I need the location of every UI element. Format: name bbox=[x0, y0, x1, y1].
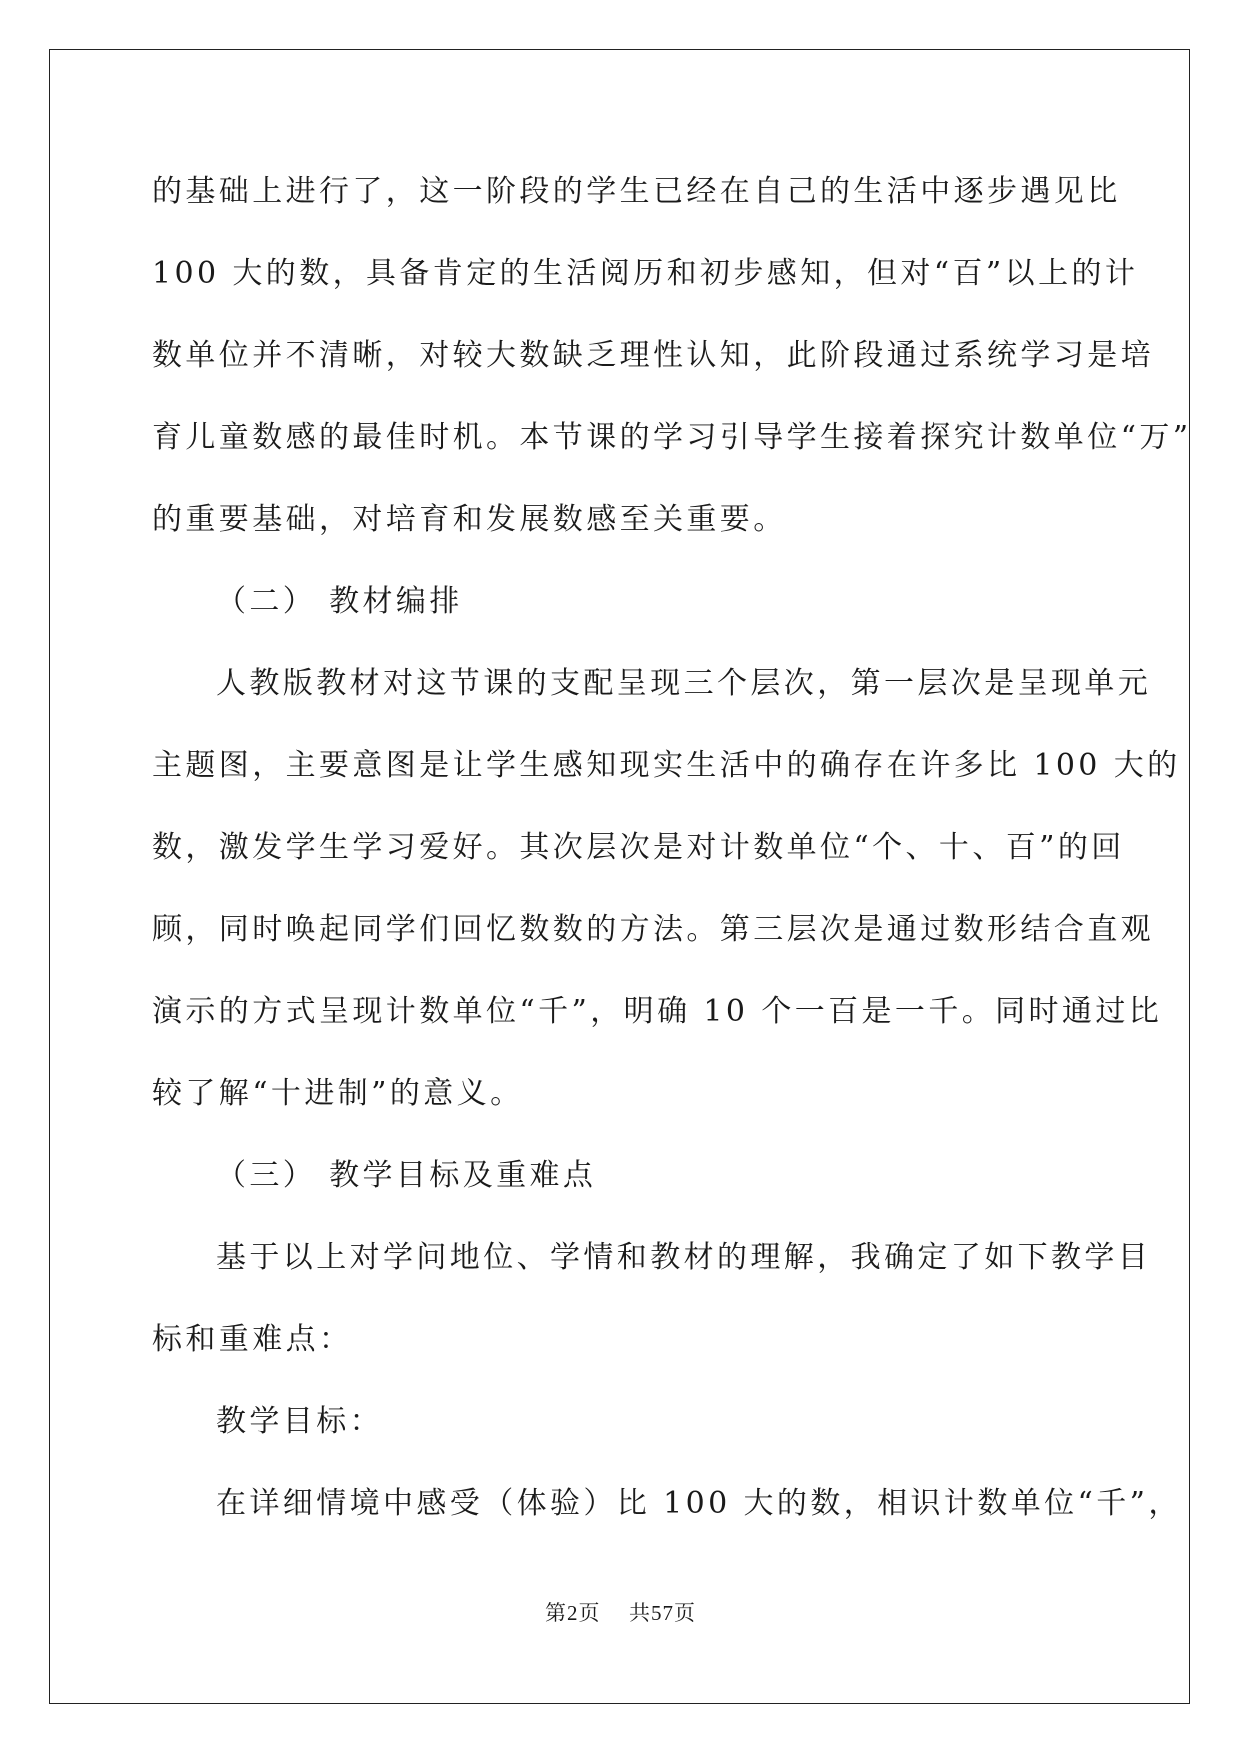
page-footer bbox=[0, 1597, 1241, 1627]
document-body bbox=[152, 162, 1192, 1556]
text-line: 标和重难点： bbox=[152, 1322, 353, 1357]
text-line: 演示的方式呈现计数单位“千”，明确 10 个一百是一千。同时通过比 bbox=[152, 994, 1163, 1029]
page-total: 共57页 bbox=[629, 1601, 696, 1625]
text-line: 顾，同时唤起同学们回忆数数的方法。第三层次是通过数形结合直观 bbox=[152, 912, 1154, 947]
text-line: 较了解“十进制”的意义。 bbox=[152, 1076, 524, 1111]
page-number: 第2页 bbox=[545, 1601, 601, 1625]
text-line: 的基础上进行了，这一阶段的学生已经在自己的生活中逐步遇见比 bbox=[152, 174, 1121, 209]
section-heading: （二） 教材编排 bbox=[216, 584, 463, 619]
text-line: 教学目标： bbox=[216, 1404, 383, 1439]
text-line: 数，激发学生学习爱好。其次层次是对计数单位“个、十、百”的回 bbox=[152, 830, 1125, 865]
text-line: 人教版教材对这节课的支配呈现三个层次，第一层次是呈现单元 bbox=[216, 666, 1152, 701]
section-heading: （三） 教学目标及重难点 bbox=[216, 1158, 597, 1193]
text-line: 的重要基础，对培育和发展数感至关重要。 bbox=[152, 502, 787, 537]
text-line: 主题图，主要意图是让学生感知现实生活中的确存在许多比 100 大的 bbox=[152, 748, 1181, 783]
text-line: 基于以上对学问地位、学情和教材的理解，我确定了如下教学目 bbox=[216, 1240, 1152, 1275]
text-line: 在详细情境中感受（体验）比 100 大的数，相识计数单位“千”， bbox=[216, 1486, 1182, 1521]
text-line: 数单位并不清晰，对较大数缺乏理性认知，此阶段通过系统学习是培 bbox=[152, 338, 1154, 373]
text-line: 100 大的数，具备肯定的生活阅历和初步感知，但对“百”以上的计 bbox=[152, 256, 1139, 291]
text-line: 育儿童数感的最佳时机。本节课的学习引导学生接着探究计数单位“万” bbox=[152, 420, 1192, 455]
